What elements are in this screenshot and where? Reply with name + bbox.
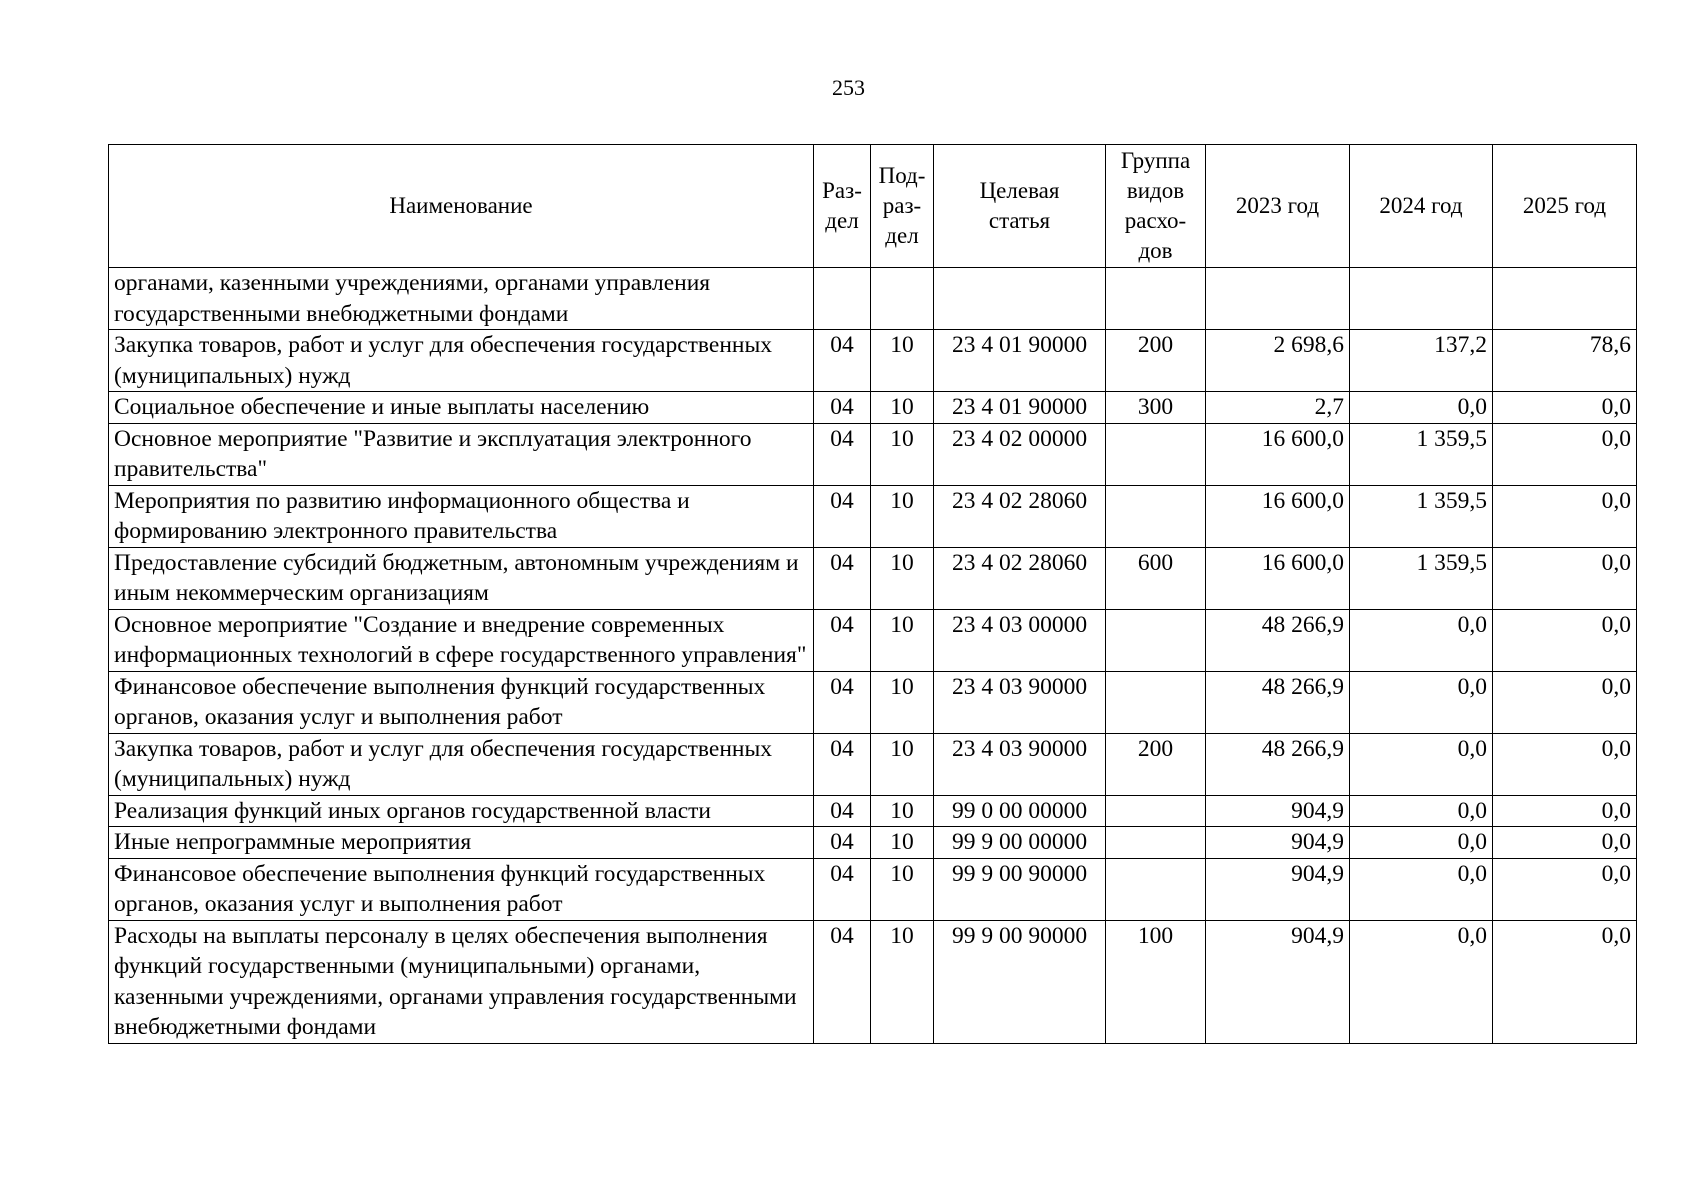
cell-celevaya-statya: 99 0 00 00000 [934,795,1106,827]
cell-2024: 137,2 [1350,330,1493,392]
cell-name: Финансовое обеспечение выполнения функций государственных органов, оказания услуг и выполнения работ [109,858,814,920]
cell-gruppa [1106,609,1206,671]
table-row [109,827,1637,859]
table-row [109,392,1637,424]
cell-gruppa [1106,485,1206,547]
table-row [109,609,1637,671]
header-podrazdel: Под- раз- дел [871,145,934,268]
cell-podrazdel [871,268,934,330]
cell-name: Социальное обеспечение и иные выплаты населению [109,392,814,424]
table-row [109,547,1637,609]
cell-2024: 0,0 [1350,858,1493,920]
cell-celevaya-statya: 23 4 03 90000 [934,733,1106,795]
cell-podrazdel: 10 [871,609,934,671]
cell-podrazdel: 10 [871,392,934,424]
table-header [109,145,1637,268]
cell-podrazdel: 10 [871,827,934,859]
cell-gruppa: 100 [1106,920,1206,1043]
cell-2023: 2,7 [1206,392,1350,424]
cell-gruppa [1106,858,1206,920]
table-body [109,268,1637,1044]
cell-2025: 0,0 [1493,795,1637,827]
cell-2024: 0,0 [1350,392,1493,424]
cell-razdel: 04 [814,485,871,547]
cell-razdel: 04 [814,795,871,827]
cell-razdel: 04 [814,392,871,424]
cell-razdel: 04 [814,858,871,920]
table-row [109,268,1637,330]
cell-podrazdel: 10 [871,671,934,733]
table-row [109,423,1637,485]
cell-name: Основное мероприятие "Создание и внедрение современных информационных технологий в сфере государственного управления" [109,609,814,671]
cell-name: Основное мероприятие "Развитие и эксплуатация электронного правительства" [109,423,814,485]
cell-2023: 2 698,6 [1206,330,1350,392]
cell-celevaya-statya: 23 4 02 28060 [934,485,1106,547]
cell-razdel [814,268,871,330]
cell-celevaya-statya: 99 9 00 90000 [934,858,1106,920]
cell-2025: 0,0 [1493,733,1637,795]
cell-2023: 904,9 [1206,827,1350,859]
table-row [109,671,1637,733]
cell-2023: 16 600,0 [1206,547,1350,609]
cell-2023: 16 600,0 [1206,485,1350,547]
cell-2025: 0,0 [1493,485,1637,547]
cell-name: Реализация функций иных органов государственной власти [109,795,814,827]
cell-2024: 1 359,5 [1350,547,1493,609]
cell-podrazdel: 10 [871,423,934,485]
table-row [109,920,1637,1043]
cell-celevaya-statya: 23 4 03 90000 [934,671,1106,733]
cell-razdel: 04 [814,920,871,1043]
cell-gruppa: 300 [1106,392,1206,424]
cell-2023: 48 266,9 [1206,733,1350,795]
cell-gruppa [1106,795,1206,827]
cell-razdel: 04 [814,671,871,733]
cell-2024: 0,0 [1350,671,1493,733]
cell-name: Иные непрограммные мероприятия [109,827,814,859]
cell-celevaya-statya: 99 9 00 90000 [934,920,1106,1043]
cell-gruppa: 200 [1106,733,1206,795]
cell-2025: 0,0 [1493,671,1637,733]
cell-2023 [1206,268,1350,330]
cell-gruppa: 200 [1106,330,1206,392]
cell-celevaya-statya: 23 4 02 28060 [934,547,1106,609]
cell-2025: 0,0 [1493,423,1637,485]
cell-podrazdel: 10 [871,485,934,547]
cell-2024: 1 359,5 [1350,423,1493,485]
cell-2023: 904,9 [1206,920,1350,1043]
header-2023: 2023 год [1206,145,1350,268]
cell-podrazdel: 10 [871,733,934,795]
cell-2024: 0,0 [1350,827,1493,859]
cell-razdel: 04 [814,827,871,859]
cell-podrazdel: 10 [871,858,934,920]
cell-2024: 0,0 [1350,920,1493,1043]
cell-podrazdel: 10 [871,547,934,609]
cell-gruppa [1106,423,1206,485]
cell-celevaya-statya [934,268,1106,330]
cell-2023: 16 600,0 [1206,423,1350,485]
cell-2024: 0,0 [1350,795,1493,827]
header-gruppa-vidov-rashodov: Группа видов расхо- дов [1106,145,1206,268]
table-row [109,330,1637,392]
cell-razdel: 04 [814,733,871,795]
cell-2025: 0,0 [1493,920,1637,1043]
cell-name: Закупка товаров, работ и услуг для обеспечения государственных (муниципальных) нужд [109,330,814,392]
cell-gruppa [1106,827,1206,859]
cell-razdel: 04 [814,330,871,392]
page-number: 253 [832,75,865,100]
cell-gruppa [1106,268,1206,330]
cell-celevaya-statya: 23 4 01 90000 [934,392,1106,424]
cell-celevaya-statya: 23 4 03 00000 [934,609,1106,671]
cell-name: Закупка товаров, работ и услуг для обеспечения государственных (муниципальных) нужд [109,733,814,795]
table-row [109,733,1637,795]
cell-name: Предоставление субсидий бюджетным, автономным учреждениям и иным некоммерческим организациям [109,547,814,609]
cell-razdel: 04 [814,547,871,609]
header-2024: 2024 год [1350,145,1493,268]
cell-2023: 904,9 [1206,858,1350,920]
cell-gruppa [1106,671,1206,733]
cell-2023: 48 266,9 [1206,609,1350,671]
cell-2024 [1350,268,1493,330]
cell-2023: 48 266,9 [1206,671,1350,733]
header-2025: 2025 год [1493,145,1637,268]
cell-2023: 904,9 [1206,795,1350,827]
cell-2024: 0,0 [1350,609,1493,671]
cell-2025: 0,0 [1493,827,1637,859]
cell-name: Расходы на выплаты персоналу в целях обеспечения выполнения функций государственными (муниципальными) органами, казенными учреждениями, органами управления государственными внебюджетными фондами [109,920,814,1043]
cell-2025: 0,0 [1493,609,1637,671]
cell-celevaya-statya: 99 9 00 00000 [934,827,1106,859]
cell-razdel: 04 [814,609,871,671]
table-row [109,485,1637,547]
cell-name: органами, казенными учреждениями, органами управления государственными внебюджетными фондами [109,268,814,330]
cell-podrazdel: 10 [871,920,934,1043]
cell-podrazdel: 10 [871,330,934,392]
cell-2025: 78,6 [1493,330,1637,392]
cell-gruppa: 600 [1106,547,1206,609]
cell-celevaya-statya: 23 4 02 00000 [934,423,1106,485]
table-row [109,795,1637,827]
cell-2025: 0,0 [1493,858,1637,920]
header-razdel: Раз- дел [814,145,871,268]
cell-name: Мероприятия по развитию информационного общества и формированию электронного правительства [109,485,814,547]
cell-razdel: 04 [814,423,871,485]
cell-2024: 0,0 [1350,733,1493,795]
cell-celevaya-statya: 23 4 01 90000 [934,330,1106,392]
cell-2025: 0,0 [1493,392,1637,424]
cell-2025 [1493,268,1637,330]
header-name: Наименование [109,145,814,268]
cell-podrazdel: 10 [871,795,934,827]
header-celevaya-statya: Целевая статья [934,145,1106,268]
cell-2025: 0,0 [1493,547,1637,609]
budget-table [108,144,1637,1044]
table-row [109,858,1637,920]
cell-2024: 1 359,5 [1350,485,1493,547]
cell-name: Финансовое обеспечение выполнения функций государственных органов, оказания услуг и выполнения работ [109,671,814,733]
